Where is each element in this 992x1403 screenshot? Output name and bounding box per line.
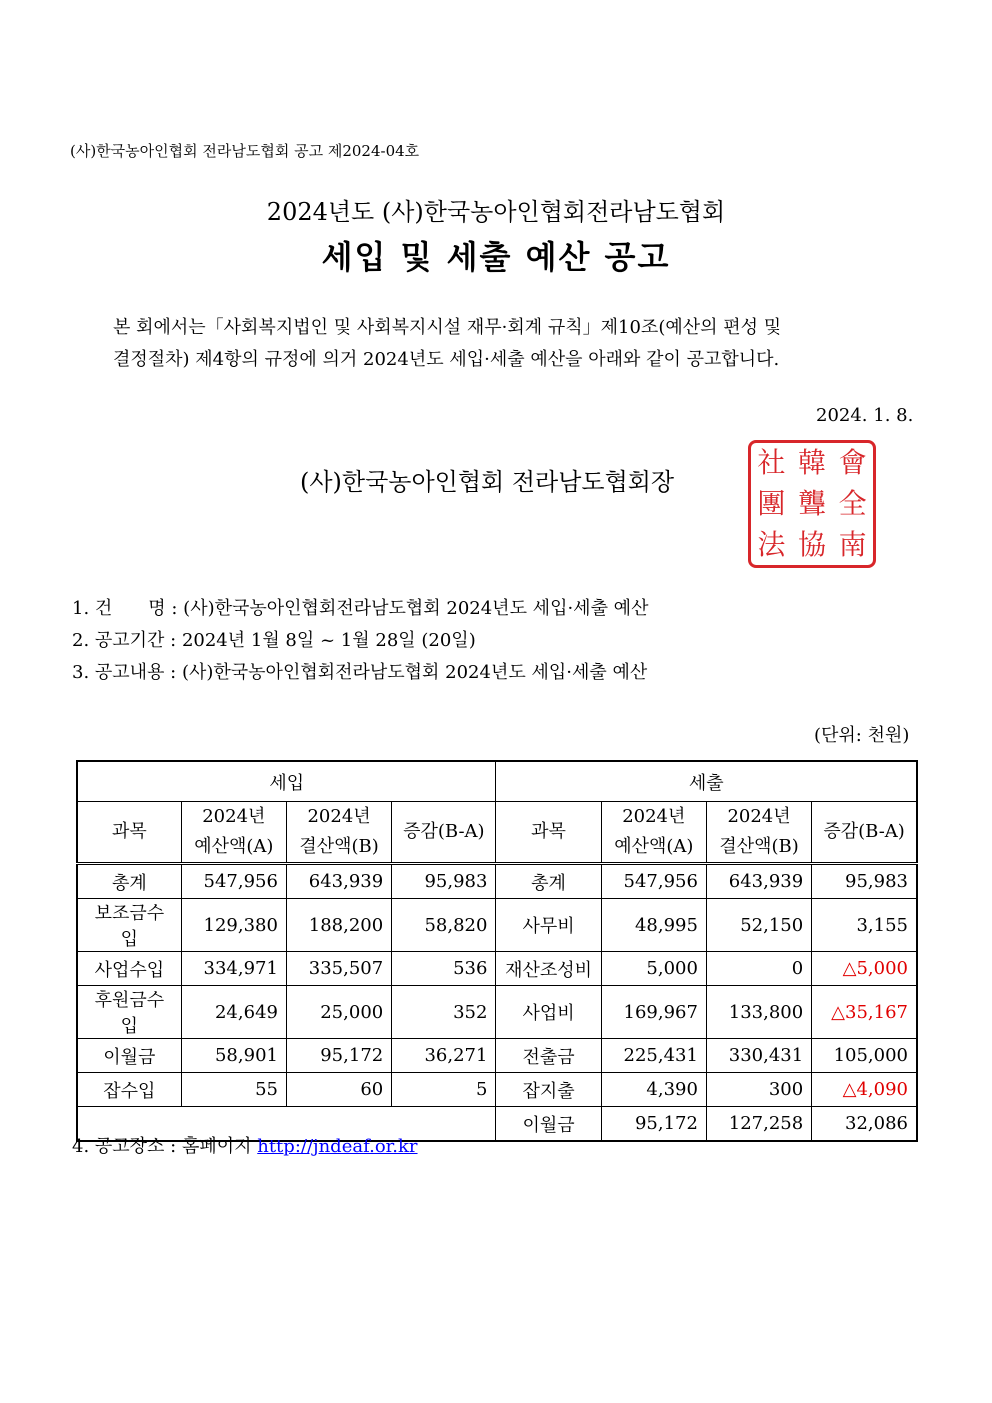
amount-cell: 3,155 <box>812 899 917 952</box>
subject-cell: 재산조성비 <box>496 952 601 986</box>
amount-cell: 547,956 <box>181 864 286 899</box>
amount-cell: 129,380 <box>181 899 286 952</box>
subject-cell: 이월금 <box>496 1107 601 1142</box>
subject-cell: 전출금 <box>496 1039 601 1073</box>
amount-cell: 58,820 <box>392 899 496 952</box>
amount-cell: 95,983 <box>812 864 917 899</box>
amount-cell: 188,200 <box>286 899 391 952</box>
intro-text-line1: 본 회에서는「사회복지법인 및 사회복지시설 재무·회계 규칙」제10조(예산의 편성 및 <box>113 317 782 338</box>
amount-cell: 95,983 <box>392 864 496 899</box>
subject-cell: 잡지출 <box>496 1073 601 1107</box>
subject-cell: 이월금 <box>77 1039 181 1073</box>
amount-cell: 127,258 <box>706 1107 811 1142</box>
subject-cell: 잡수입 <box>77 1073 181 1107</box>
col-subject: 과목 <box>77 802 181 864</box>
amount-cell: 5 <box>392 1073 496 1107</box>
subject-cell: 총계 <box>77 864 181 899</box>
amount-cell: 32,086 <box>812 1107 917 1142</box>
table-row <box>77 986 917 1039</box>
col-settlement: 2024년 결산액(B) <box>706 802 811 864</box>
homepage-link[interactable]: http://jndeaf.or.kr <box>257 1136 418 1157</box>
amount-cell: △35,167 <box>812 986 917 1039</box>
list-item: 4. 공고장소 : 홈페이지 http://jndeaf.or.kr <box>72 1136 418 1157</box>
amount-cell: 300 <box>706 1073 811 1107</box>
amount-cell: 5,000 <box>601 952 706 986</box>
amount-cell: 60 <box>286 1073 391 1107</box>
amount-cell: 547,956 <box>601 864 706 899</box>
subject-cell: 총계 <box>496 864 601 899</box>
amount-cell: 334,971 <box>181 952 286 986</box>
amount-cell: 0 <box>706 952 811 986</box>
amount-cell: 352 <box>392 986 496 1039</box>
table-row <box>77 1073 917 1107</box>
col-difference: 증감(B-A) <box>392 802 496 864</box>
amount-cell: 105,000 <box>812 1039 917 1073</box>
page-title: 세입 및 세출 예산 공고 <box>321 238 671 276</box>
signer-name: (사)한국농아인협회 전라남도협회장 <box>300 468 675 496</box>
amount-cell: 133,800 <box>706 986 811 1039</box>
amount-cell: 58,901 <box>181 1039 286 1073</box>
table-row <box>77 1039 917 1073</box>
amount-cell: 169,967 <box>601 986 706 1039</box>
amount-cell: 330,431 <box>706 1039 811 1073</box>
list-item: 3. 공고내용 : (사)한국농아인협회전라남도협회 2024년도 세입·세출 예산 <box>72 662 648 683</box>
amount-cell: 48,995 <box>601 899 706 952</box>
amount-cell: 24,649 <box>181 986 286 1039</box>
amount-cell: △5,000 <box>812 952 917 986</box>
subject-cell: 사업수입 <box>77 952 181 986</box>
document-number: (사)한국농아인협회 전라남도협회 공고 제2024-04호 <box>70 142 420 160</box>
subject-cell: 사업비 <box>496 986 601 1039</box>
col-difference: 증감(B-A) <box>812 802 917 864</box>
amount-cell: △4,090 <box>812 1073 917 1107</box>
subject-cell: 보조금수입 <box>77 899 181 952</box>
amount-cell: 25,000 <box>286 986 391 1039</box>
col-settlement: 2024년 결산액(B) <box>286 802 391 864</box>
table-row <box>77 864 917 899</box>
col-subject: 과목 <box>496 802 601 864</box>
amount-cell: 335,507 <box>286 952 391 986</box>
title-organization: 2024년도 (사)한국농아인협회전라남도협회 <box>266 198 726 226</box>
income-header: 세입 <box>77 761 496 802</box>
amount-cell: 52,150 <box>706 899 811 952</box>
amount-cell: 536 <box>392 952 496 986</box>
amount-cell: 643,939 <box>286 864 391 899</box>
col-budget: 2024년 예산액(A) <box>181 802 286 864</box>
unit-label: (단위: 천원) <box>814 725 910 746</box>
amount-cell: 4,390 <box>601 1073 706 1107</box>
list-item: 1. 건 명 : (사)한국농아인협회전라남도협회 2024년도 세입·세출 예산 <box>72 598 649 619</box>
expense-header: 세출 <box>496 761 917 802</box>
subject-cell: 후원금수입 <box>77 986 181 1039</box>
intro-text-line2: 결정절차) 제4항의 규정에 의거 2024년도 세입·세출 예산을 아래와 같이 공고합니다. <box>113 349 780 370</box>
amount-cell: 643,939 <box>706 864 811 899</box>
official-seal-stamp: 社 韓 會 團 聾 全 法 協 南 <box>748 440 876 568</box>
amount-cell: 36,271 <box>392 1039 496 1073</box>
amount-cell: 55 <box>181 1073 286 1107</box>
budget-table <box>76 760 918 1142</box>
announcement-date: 2024. 1. 8. <box>816 405 914 426</box>
amount-cell: 95,172 <box>601 1107 706 1142</box>
table-row <box>77 899 917 952</box>
subject-cell: 사무비 <box>496 899 601 952</box>
amount-cell: 225,431 <box>601 1039 706 1073</box>
amount-cell: 95,172 <box>286 1039 391 1073</box>
table-row <box>77 952 917 986</box>
list-item: 2. 공고기간 : 2024년 1월 8일 ~ 1월 28일 (20일) <box>72 630 476 651</box>
col-budget: 2024년 예산액(A) <box>601 802 706 864</box>
